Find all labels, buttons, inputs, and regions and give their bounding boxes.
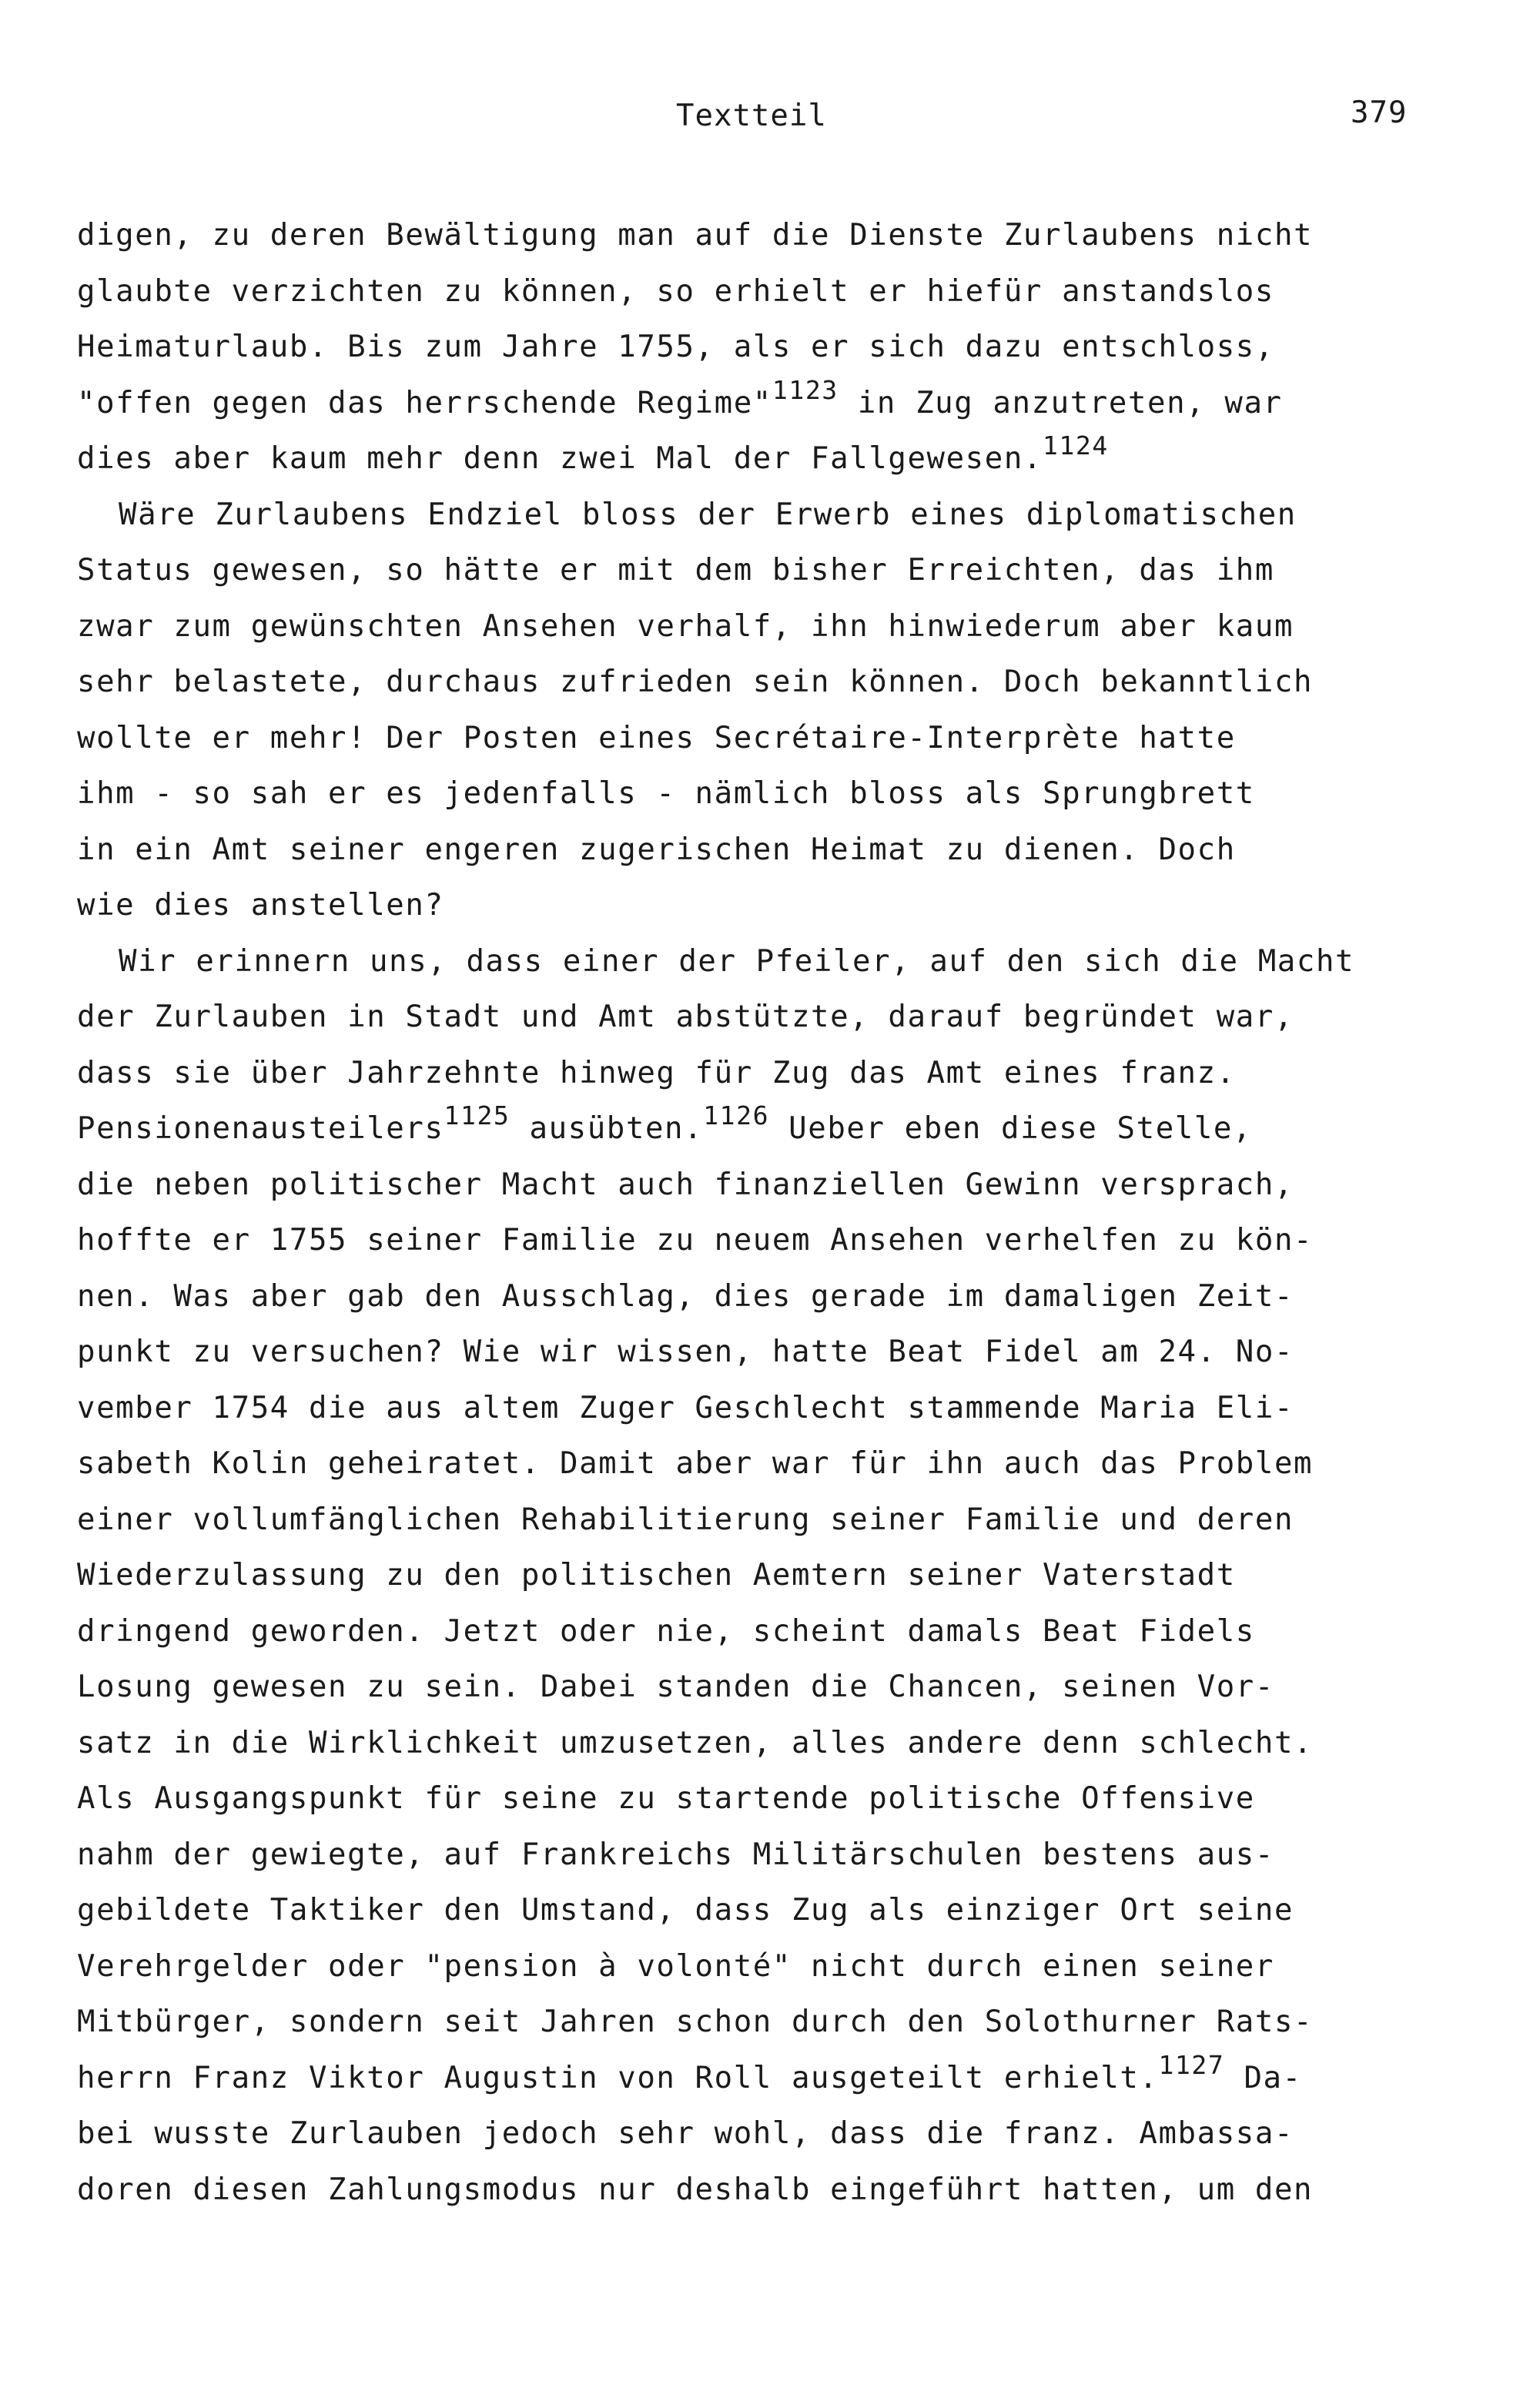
text-line: Als Ausgangspunkt für seine zu startende politische Offensive xyxy=(77,1781,1255,1816)
text-line: bei wusste Zurlauben jedoch sehr wohl, dass die franz. Ambassa- xyxy=(77,2116,1294,2151)
text-line: der Zurlauben in Stadt und Amt abstützte, darauf begründet war, xyxy=(77,1000,1294,1034)
text-run: dies aber kaum mehr denn zwei Mal der Fallgewesen. xyxy=(77,441,1043,476)
text-line xyxy=(77,2051,1502,2107)
text-run: herrn Franz Viktor Augustin von Roll ausgeteilt erhielt. xyxy=(77,2060,1159,2095)
text-line: vember 1754 die aus altem Zuger Geschlecht stammende Maria Eli- xyxy=(77,1390,1294,1425)
text-line: satz in die Wirklichkeit umzusetzen, alles andere denn schlecht. xyxy=(77,1725,1314,1760)
footnote-ref-1127: 1127 xyxy=(1158,2049,1225,2080)
text-line: wollte er mehr! Der Posten eines Secrétaire-Interprète hatte xyxy=(77,720,1236,755)
text-run: Da- xyxy=(1224,2060,1302,2095)
footnote-ref-1124: 1124 xyxy=(1043,430,1109,461)
text-line: sehr belastete, durchaus zufrieden sein können. Doch bekanntlich xyxy=(77,665,1314,699)
text-line: dringend geworden. Jetzt oder nie, scheint damals Beat Fidels xyxy=(77,1613,1255,1649)
text-line: einer vollumfänglichen Rehabilitierung seiner Familie und deren xyxy=(77,1502,1294,1537)
text-line: Losung gewesen zu sein. Dabei standen die Chancen, seinen Vor- xyxy=(77,1670,1274,1704)
text-line: glaubte verzichten zu können, so erhielt er hiefür anstandslos xyxy=(77,273,1274,309)
text-line xyxy=(77,431,1502,487)
text-line: punkt zu versuchen? Wie wir wissen, hatte Beat Fidel am 24. No- xyxy=(77,1335,1294,1369)
body-text xyxy=(77,208,1502,2218)
paragraph-start: Wäre Zurlaubens Endziel bloss der Erwerb eines diplomatischen xyxy=(119,497,1297,532)
page-number: 379 xyxy=(1351,95,1408,130)
text-line: Wiederzulassung zu den politischen Aemtern seiner Vaterstadt xyxy=(77,1558,1236,1593)
text-line: wie dies anstellen? xyxy=(77,888,444,923)
text-line: nen. Was aber gab den Ausschlag, dies gerade im damaligen Zeit- xyxy=(77,1278,1294,1314)
text-line: zwar zum gewünschten Ansehen verhalf, ihn hinwiederum aber kaum xyxy=(77,608,1294,644)
running-head xyxy=(0,95,1540,145)
text-line xyxy=(77,1101,1502,1157)
footnote-ref-1125: 1125 xyxy=(444,1100,511,1131)
running-head-title: Textteil xyxy=(676,99,827,133)
text-line: Verehrgelder oder "pension à volonté" nicht durch einen seiner xyxy=(77,1948,1274,1984)
text-line: digen, zu deren Bewältigung man auf die Dienste Zurlaubens nicht xyxy=(77,218,1314,253)
text-line: ihm - so sah er es jedenfalls - nämlich bloss als Sprungbrett xyxy=(77,776,1255,811)
text-line xyxy=(77,376,1502,432)
paragraph-start: Wir erinnern uns, dass einer der Pfeiler, auf den sich die Macht xyxy=(119,943,1355,979)
text-line: die neben politischer Macht auch finanziellen Gewinn versprach, xyxy=(77,1167,1294,1202)
text-line: Heimaturlaub. Bis zum Jahre 1755, als er sich dazu entschloss, xyxy=(77,330,1274,364)
text-run: in Zug anzutreten, war xyxy=(838,385,1283,420)
text-line: gebildete Taktiker den Umstand, dass Zug als einziger Ort seine xyxy=(77,1893,1294,1928)
footnote-ref-1123: 1123 xyxy=(772,374,839,405)
text-run: Ueber eben diese Stelle, xyxy=(769,1111,1253,1146)
text-line: in ein Amt seiner engeren zugerischen Heimat zu dienen. Doch xyxy=(77,832,1236,867)
text-line: Status gewesen, so hätte er mit dem bisher Erreichten, das ihm xyxy=(77,553,1274,588)
text-line: dass sie über Jahrzehnte hinweg für Zug das Amt eines franz. xyxy=(77,1055,1236,1090)
text-line: Mitbürger, sondern seit Jahren schon durch den Solothurner Rats- xyxy=(77,2005,1314,2039)
text-line: doren diesen Zahlungsmodus nur deshalb eingeführt hatten, um den xyxy=(77,2172,1314,2207)
text-run: "offen gegen das herrschende Regime" xyxy=(77,385,772,420)
text-line: hoffte er 1755 seiner Familie zu neuem Ansehen verhelfen zu kön- xyxy=(77,1223,1314,1258)
footnote-ref-1126: 1126 xyxy=(703,1100,770,1131)
text-run: Pensionenausteilers xyxy=(77,1111,444,1146)
text-line: sabeth Kolin geheiratet. Damit aber war für ihn auch das Problem xyxy=(77,1446,1314,1481)
text-line: nahm der gewiegte, auf Frankreichs Militärschulen bestens aus- xyxy=(77,1837,1274,1872)
text-run: ausübten. xyxy=(510,1111,704,1146)
